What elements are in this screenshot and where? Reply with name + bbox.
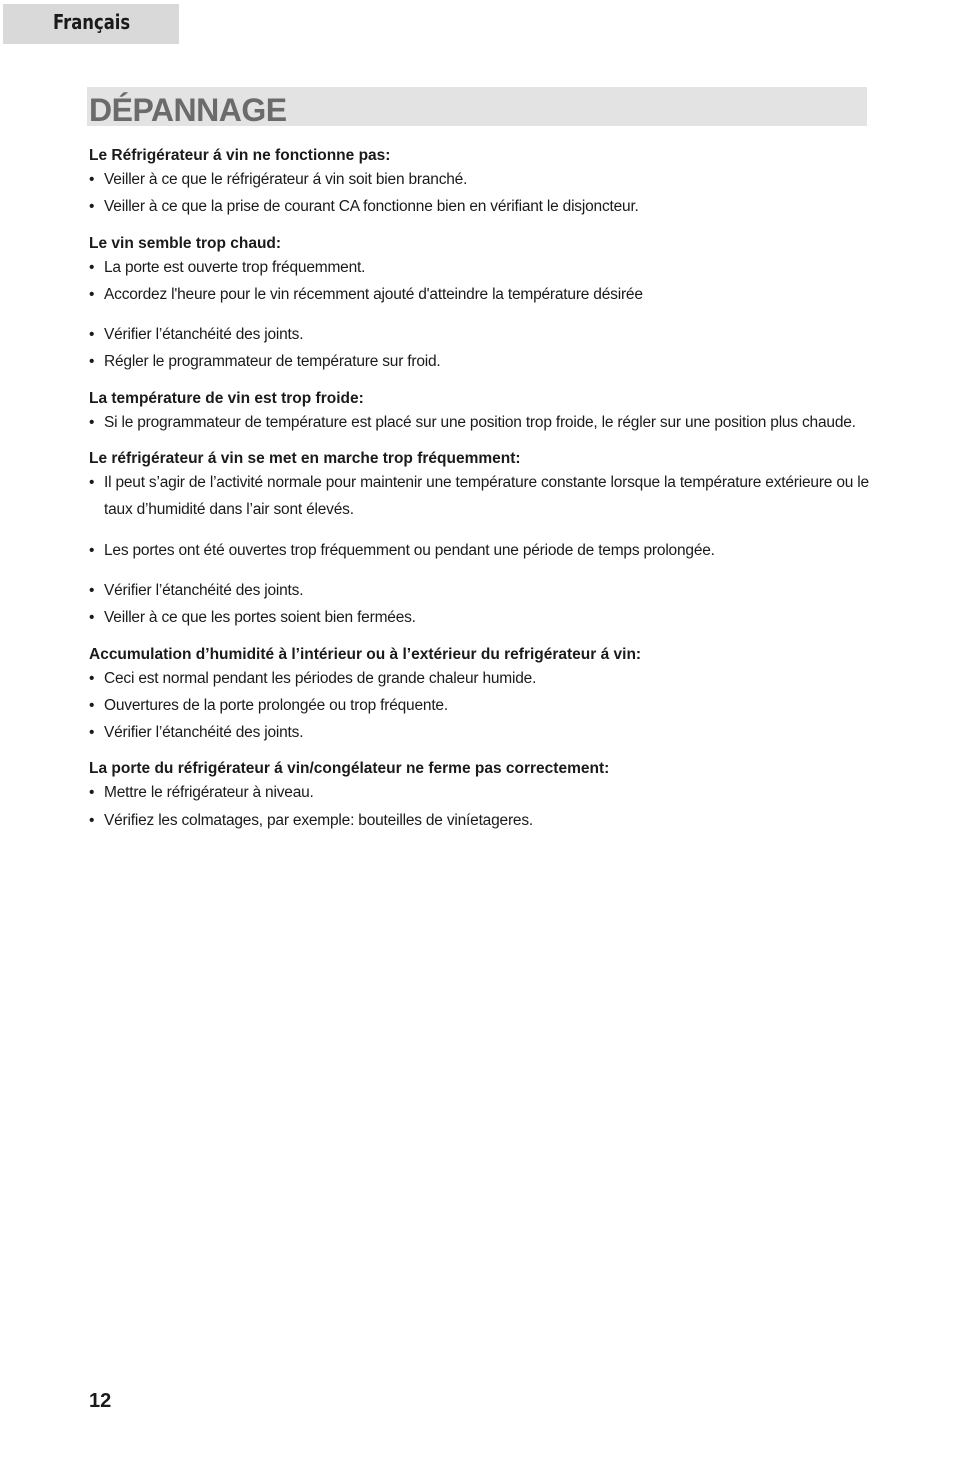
section-heading: La porte du réfrigérateur á vin/congélateur ne ferme pas correctement: [89, 760, 610, 778]
list-item: • Régler le programmateur de température sur froid. [89, 353, 441, 371]
list-item: • Les portes ont été ouvertes trop fréquemment ou pendant une période de temps prolongée. [89, 541, 715, 559]
list-item: • Vérifier l’étanchéité des joints. [89, 326, 304, 344]
section-heading: La température de vin est trop froide: [89, 389, 364, 407]
list-item: • Veiller à ce que le réfrigérateur á vin soit bien branché. [89, 171, 468, 188]
section-not-working [89, 146, 869, 221]
section-runs-too-often [89, 449, 869, 631]
page-title: DÉPANNAGE [89, 92, 287, 128]
list-item: • Si le programmateur de température est placé sur une position trop froide, le régler sur une position plus chaude. [89, 413, 856, 431]
section-heading: Le vin semble trop chaud: [89, 234, 282, 252]
troubleshooting-content [89, 146, 869, 847]
list-item: • Veiller à ce que la prise de courant CA fonctionne bien en vérifiant le disjoncteur. [89, 198, 639, 216]
section-too-warm [89, 234, 869, 376]
list-item: • La porte est ouverte trop fréquemment. [89, 258, 366, 276]
list-item: • Accordez l'heure pour le vin récemment ajouté d'atteindre la température désirée [89, 285, 643, 303]
language-tab [3, 4, 179, 44]
section-heading: Le réfrigérateur á vin se met en marche trop fréquemment: [89, 450, 521, 468]
section-heading: Le Réfrigérateur á vin ne fonctionne pas: [89, 147, 391, 164]
page-number: 12 [89, 1390, 112, 1412]
section-too-cold [89, 389, 869, 436]
language-tab-label: Français [53, 10, 131, 34]
list-item: • Vérifier l’étanchéité des joints. [89, 724, 304, 742]
section-moisture [89, 645, 869, 747]
page-title-bar [87, 87, 867, 126]
list-item: • Mettre le réfrigérateur à niveau. [89, 784, 314, 802]
section-door-not-closing [89, 759, 869, 834]
list-item: • Il peut s’agir de l’activité normale pour maintenir une température constante lorsque la température extérieure ou le taux d’humidité dans l’air sont élevés. [89, 474, 869, 519]
section-heading: Accumulation d’humidité à l’intérieur ou à l’extérieur du refrigérateur á vin: [89, 645, 642, 663]
list-item: • Ouvertures de la porte prolongée ou trop fréquente. [89, 696, 448, 714]
list-item: • Vérifiez les colmatages, par exemple: bouteilles de viníetageres. [89, 811, 533, 829]
list-item: • Ceci est normal pendant les périodes de grande chaleur humide. [89, 669, 537, 687]
list-item: • Veiller à ce que les portes soient bien fermées. [89, 609, 416, 627]
list-item: • Vérifier l’étanchéité des joints. [89, 581, 304, 599]
